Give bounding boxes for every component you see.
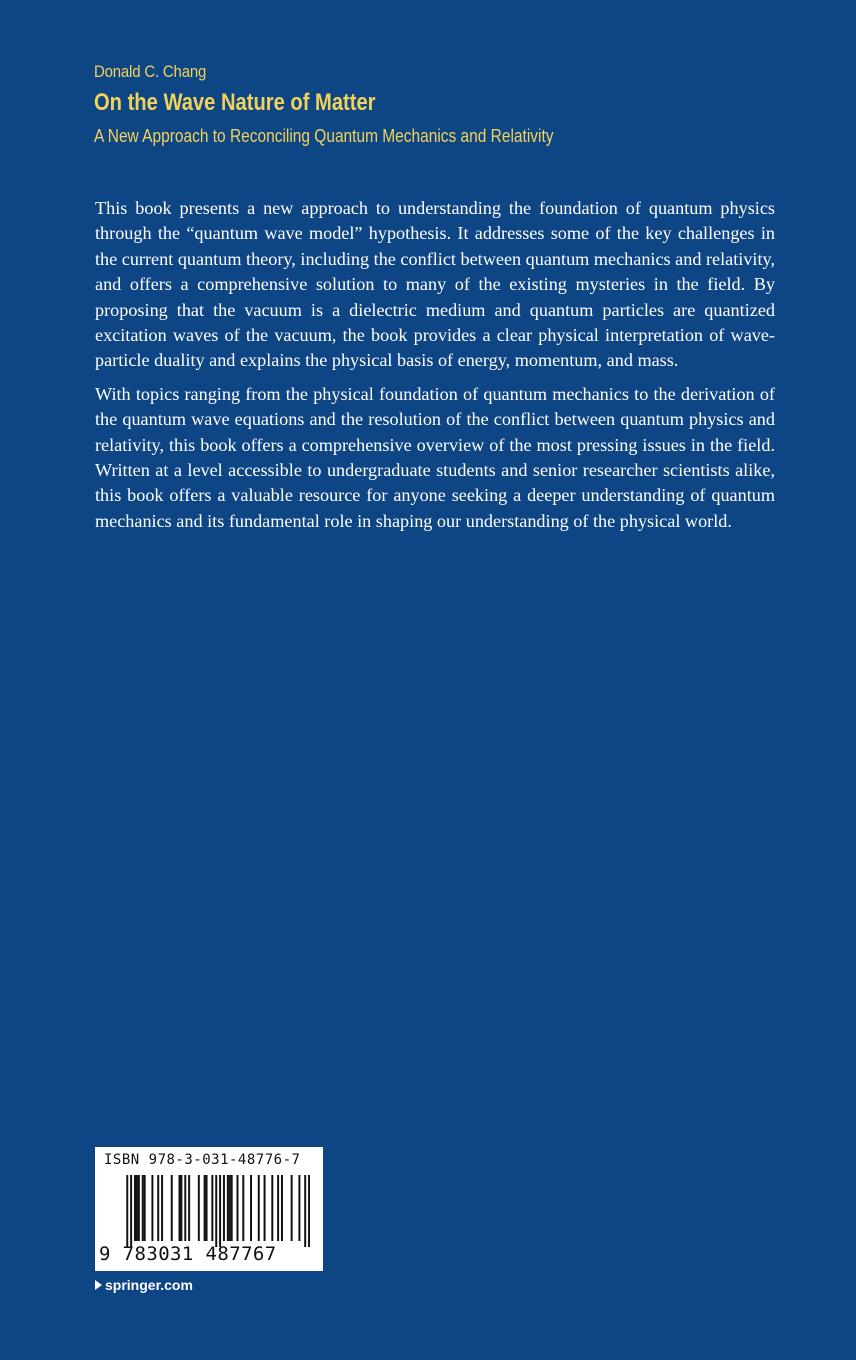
barcode-bar [223,1175,225,1241]
barcode-bar [250,1175,252,1241]
barcode-bar [206,1175,208,1241]
barcode-bar [304,1175,306,1247]
book-description [95,196,775,542]
barcode-bar [188,1175,190,1241]
description-paragraph-2: With topics ranging from the physical foundation of quantum mechanics to the derivation of the quantum wave equations and the resolution of the conflict between quantum physics and relativity, this book offers a comprehensive overview of the most pressing issues in the field. Written at a level accessible to undergraduate students and senior researcher scientists alike, this book offers a valuable resource for anyone seeking a deeper understanding of quantum mechanics and its fundamental role in shaping our understanding of the physical world. [95,383,775,531]
barcode-bar [142,1175,144,1241]
barcode-bar [138,1175,140,1241]
barcode-bar [198,1175,200,1241]
barcode-bar [130,1175,132,1247]
barcode-bar [231,1175,233,1241]
barcode-bar [258,1175,260,1241]
barcode-bar [184,1175,186,1241]
barcode-bar [215,1175,217,1247]
barcode-bar [211,1175,213,1241]
barcode-bar [281,1175,283,1241]
barcode-bar [157,1175,159,1241]
barcode-bar [180,1175,182,1241]
publisher-url: springer.com [105,1277,193,1293]
barcode-bar [264,1175,266,1241]
barcode-bars [105,1175,310,1247]
barcode-bar [134,1175,136,1241]
barcode-bar [144,1175,146,1241]
isbn-label: ISBN 978-3-031-48776-7 [104,1152,301,1168]
author-name: Donald C. Chang [94,62,207,81]
barcode-bar [308,1175,310,1247]
barcode-bar [227,1175,229,1241]
barcode-bar [291,1175,293,1241]
barcode-bar [204,1175,206,1241]
barcode-bar [161,1175,163,1241]
publisher-link[interactable] [95,1277,193,1293]
barcode-bar [136,1175,138,1241]
barcode-bar [178,1175,180,1241]
ean-digits: 9 783031 487767 [99,1243,277,1265]
barcode-bar [242,1175,244,1241]
barcode-bar [151,1175,153,1241]
barcode-bar [171,1175,173,1241]
barcode-bar [277,1175,279,1241]
arrow-right-icon [95,1280,102,1290]
book-subtitle: A New Approach to Reconciling Quantum Mechanics and Relativity [94,126,554,146]
description-paragraph-1: This book presents a new approach to understanding the foundation of quantum physics through the “quantum wave model” hypothesis. It addresses some of the key challenges in the current quantum theory, including the conflict between quantum mechanics and relativity, and offers a comprehensive solution to many of the existing mysteries in the field. By proposing that the vacuum is a dielectric medium and quantum particles are quantized excitation waves of the vacuum, the book provides a clear physical interpretation of wave-particle duality and explains the physical basis of energy, momentum, and mass. [95,198,775,371]
barcode-bar [298,1175,300,1241]
book-title: On the Wave Nature of Matter [94,89,376,116]
barcode-bar [271,1175,273,1241]
barcode-bar [219,1175,221,1247]
barcode-bar [237,1175,239,1241]
barcode-bar [126,1175,128,1247]
barcode-bar [229,1175,231,1241]
isbn-barcode-panel [95,1147,323,1271]
